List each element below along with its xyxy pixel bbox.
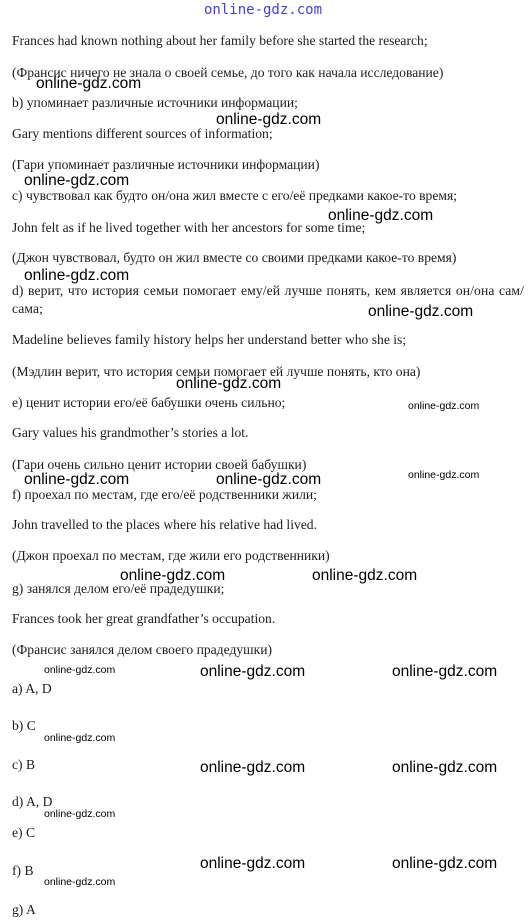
text-line: John felt as if he lived together with her ancestors for some time; bbox=[12, 220, 366, 235]
text-line: c) чувствовал как будто он/она жил вместе с его/её предками какое-то время; bbox=[12, 188, 458, 203]
answer-line: e) C bbox=[12, 825, 36, 840]
text-line: (Франсис занялся делом своего прадедушки) bbox=[12, 642, 273, 657]
watermark: online-gdz.com bbox=[408, 400, 480, 412]
watermark: online-gdz.com bbox=[200, 855, 306, 872]
watermark: online-gdz.com bbox=[368, 303, 474, 320]
text-line: (Франсис ничего не знала о своей семье, до того как начала исследование) bbox=[12, 65, 444, 80]
watermark: online-gdz.com bbox=[392, 663, 498, 680]
watermark: online-gdz.com bbox=[120, 567, 226, 584]
text-line: (Гари очень сильно ценит истории своей бабушки) bbox=[12, 457, 307, 472]
text-line: (Гари упоминает различные источники информации) bbox=[12, 157, 320, 172]
text-line: Gary mentions different sources of information; bbox=[12, 126, 273, 141]
site-logo[interactable]: online-gdz.com bbox=[204, 2, 323, 18]
watermark: online-gdz.com bbox=[392, 759, 498, 776]
watermark: online-gdz.com bbox=[24, 172, 130, 189]
watermark: online-gdz.com bbox=[44, 664, 116, 676]
text-line: f) проехал по местам, где его/её родственники жили; bbox=[12, 487, 317, 502]
watermark: online-gdz.com bbox=[216, 471, 322, 488]
watermark: online-gdz.com bbox=[392, 855, 498, 872]
text-line: John travelled to the places where his relative had lived. bbox=[12, 517, 317, 532]
watermark: online-gdz.com bbox=[216, 111, 322, 128]
watermark: online-gdz.com bbox=[312, 567, 418, 584]
text-line: Frances had known nothing about her family before she started the research; bbox=[12, 33, 428, 48]
text-line: g) занялся делом его/её прадедушки; bbox=[12, 581, 225, 596]
watermark: online-gdz.com bbox=[44, 732, 116, 744]
answer-line: b) C bbox=[12, 718, 36, 733]
answer-line: g) A bbox=[12, 902, 36, 917]
watermark: online-gdz.com bbox=[200, 759, 306, 776]
answer-line: a) A, D bbox=[12, 681, 52, 696]
text-line: (Мэдлин верит, что история семьи помогает ей лучше понять, кто она) bbox=[12, 364, 421, 379]
text-line: (Джон чувствовал, будто он жил вместе со своими предками какое-то время) bbox=[12, 250, 457, 265]
text-line: Gary values his grandmother’s stories a lot. bbox=[12, 425, 249, 440]
text-line: (Джон проехал по местам, где жили его родственники) bbox=[12, 548, 330, 563]
text-line: Madeline believes family history helps her understand better who she is; bbox=[12, 332, 407, 347]
text-line: b) упоминает различные источники информации; bbox=[12, 95, 298, 110]
watermark: online-gdz.com bbox=[36, 75, 142, 92]
watermark: online-gdz.com bbox=[328, 207, 434, 224]
watermark: online-gdz.com bbox=[24, 471, 130, 488]
answer-line: d) A, D bbox=[12, 794, 53, 809]
text-line: d) верит, что история семьи помогает ему/ей лучше понять, кем является он/она сам/сама; bbox=[12, 283, 524, 316]
watermark: online-gdz.com bbox=[176, 375, 282, 392]
watermark: online-gdz.com bbox=[44, 808, 116, 820]
text-line: Frances took her great grandfather’s occupation. bbox=[12, 611, 276, 626]
watermark: online-gdz.com bbox=[24, 267, 130, 284]
watermark: online-gdz.com bbox=[408, 469, 480, 481]
answer-line: f) B bbox=[12, 863, 34, 878]
text-line: e) ценит истории его/её бабушки очень сильно; bbox=[12, 395, 286, 410]
watermark: online-gdz.com bbox=[200, 663, 306, 680]
watermark: online-gdz.com bbox=[44, 876, 116, 888]
answer-line: c) B bbox=[12, 757, 36, 772]
